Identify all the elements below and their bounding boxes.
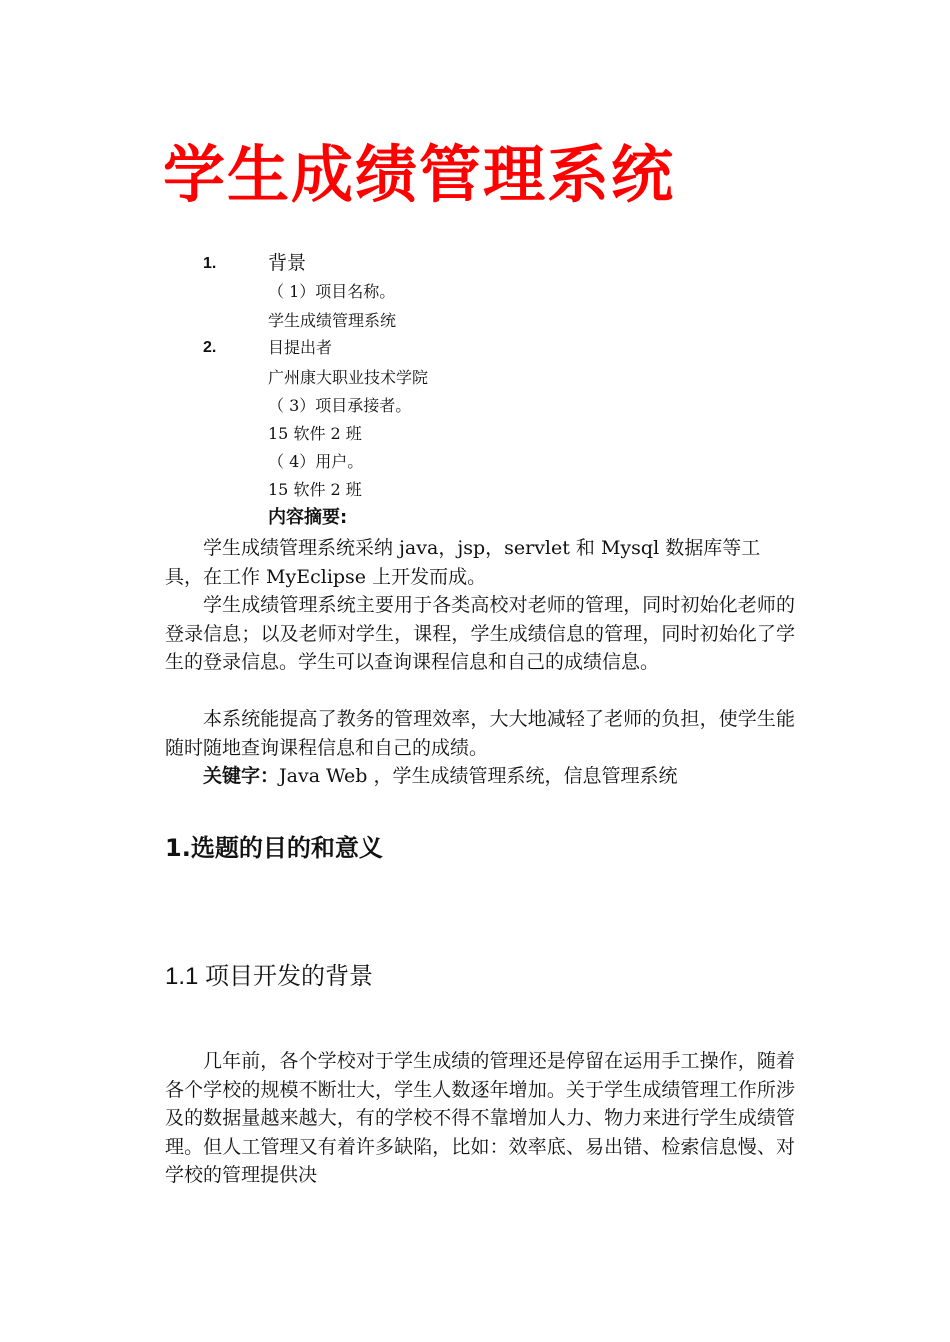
abstract-heading: 内容摘要: — [268, 507, 348, 528]
outline-number-2: 2. — [203, 339, 217, 356]
user-label: （ 4）用户。 — [268, 452, 364, 471]
document-title: 学生成绩管理系统 — [163, 138, 676, 211]
abstract-paragraph-3: 本系统能提高了教务的管理效率，大大地减轻了老师的负担，使学生能随时随地查询课程信息和自己的成绩。 — [165, 708, 795, 759]
keywords-line — [165, 762, 795, 791]
keywords-label: 关键字： — [203, 765, 280, 787]
user-value: 15 软件 2 班 — [268, 480, 362, 499]
section-1-1-heading: 1.1 项目开发的背景 — [165, 963, 374, 990]
section-1-heading: 1.选题的目的和意义 — [165, 834, 383, 862]
project-name-value: 学生成绩管理系统 — [268, 311, 397, 330]
undertaker-value: 15 软件 2 班 — [268, 424, 362, 443]
outline-number-1: 1. — [203, 255, 217, 272]
outline-item-proposer: 目提出者 — [268, 338, 333, 357]
proposer-value: 广州康大职业技术学院 — [268, 368, 429, 387]
project-name-label: （ 1）项目名称。 — [268, 282, 396, 301]
section-1-1-paragraph: 几年前，各个学校对于学生成绩的管理还是停留在运用手工操作，随着各个学校的规模不断壮大，学生人数逐年增加。关于学生成绩管理工作所涉及的数据量越来越大，有的学校不得不靠增加人力、物力来进行学生成绩管理。但人工管理又有着许多缺陷，比如：效率底、易出错、检索信息慢、对学校的管理提供决 — [165, 1050, 795, 1186]
abstract-paragraph-1: 学生成绩管理系统采纳 java，jsp，servlet 和 Mysql 数据库等工具，在工作 MyEclipse 上开发而成。 — [165, 537, 761, 588]
keywords-value: Java Web ，学生成绩管理系统，信息管理系统 — [279, 765, 678, 787]
abstract-paragraph-2: 学生成绩管理系统主要用于各类高校对老师的管理，同时初始化老师的登录信息；以及老师对学生，课程，学生成绩信息的管理，同时初始化了学生的登录信息。学生可以查询课程信息和自己的成绩信息。 — [165, 594, 795, 673]
undertaker-label: （ 3）项目承接者。 — [268, 396, 412, 415]
outline-item-background: 背景 — [268, 252, 307, 274]
